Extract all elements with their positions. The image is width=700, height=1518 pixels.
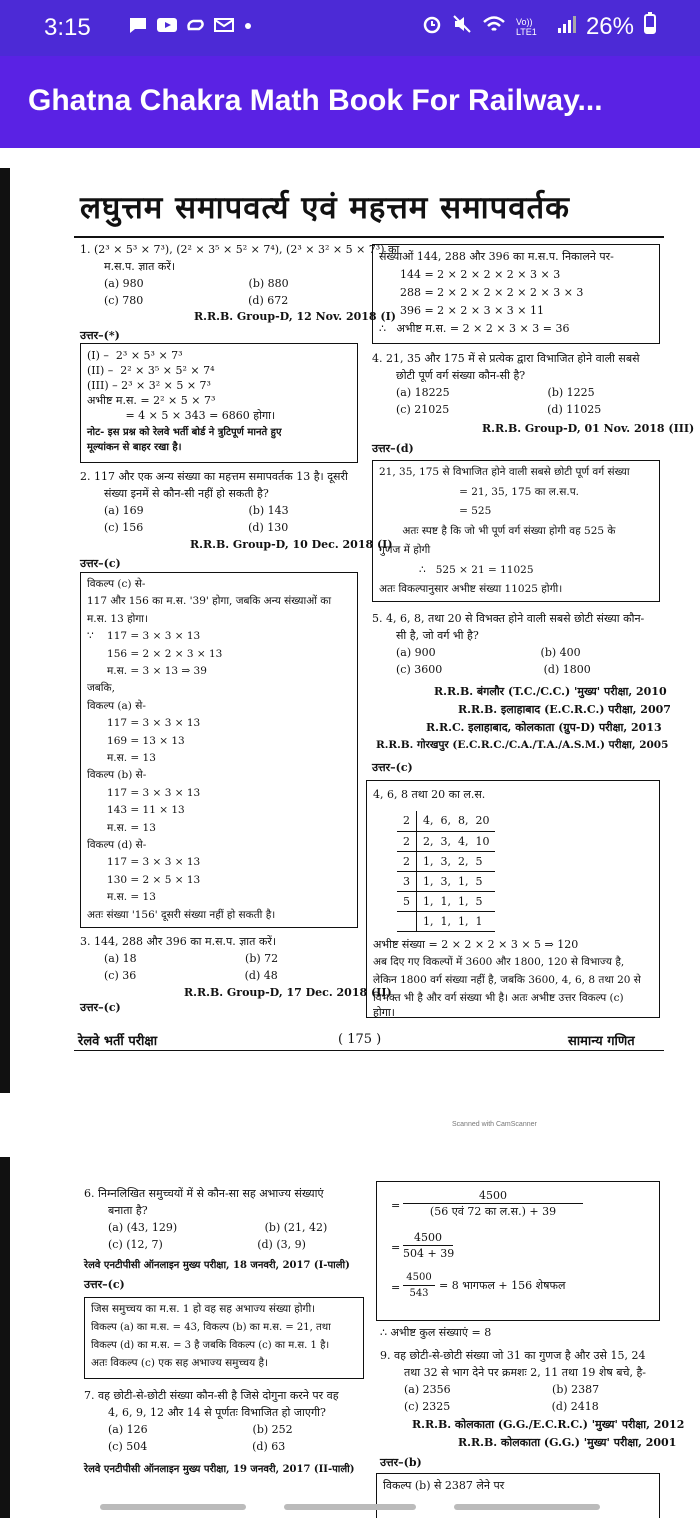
mail-icon [214,17,234,38]
solution-box-9: विकल्प (b) से 2387 लेने पर [376,1473,660,1518]
heading-rule [74,236,664,238]
signal-icon [556,13,576,41]
scanner-watermark: Scanned with CamScanner [452,1121,537,1128]
solution-line: 117 = 3 × 3 × 13 [87,717,201,730]
question-5-source-2: R.R.B. इलाहाबाद (E.C.R.C.) परीक्षा, 2007 [458,703,671,716]
dividend-cell: 4, 6, 8, 20 [417,811,496,831]
book-page[interactable] [0,148,700,1093]
dot-icon [242,19,254,37]
solution-box-2 [80,572,358,928]
question-6: 6. निम्नलिखित समुच्चयों में से कौन-सा सह अभाज्य संख्याएं बनाता है? (a) (43, 129) (b) (21, 42) (c) (12, 7) (d) (3, 9) [84,1187,328,1251]
youtube-icon [156,17,178,38]
lcm-division-table [397,811,495,932]
solution-line: गुणज में होगी [379,544,431,556]
solution-line: म.स. = 13 [87,891,156,904]
page-heading: लघुत्तम समापवर्त्य एवं महत्तम समापवर्तक [80,190,570,226]
question-1-answer: उत्तर–(*) [80,329,120,342]
solution-line: अतः विकल्पानुसार अभीष्ट संख्या 11025 होगी। [379,583,563,595]
page-edge-2 [0,1157,10,1518]
question-4-source: R.R.B. Group-D, 01 Nov. 2018 (III) [482,422,695,435]
solution-box-6: जिस समुच्चय का म.स. 1 हो वह सह अभाज्य संख्या होगी। विकल्प (a) का म.स. = 43, विकल्प (b) का म.स. = 21, तथा विकल्प (d) का म.स. = 3 है जबकि विकल्प (c) का म.स. 1 है। अतः विकल्प (c) एक सह अभाज्य समुच्चय है। [84,1297,364,1379]
network-label: Vo)) LTE1 [515,16,537,37]
dividend-cell: 2, 3, 4, 10 [417,831,496,851]
question-5-source-3: R.R.C. इलाहाबाद, कोलकाता (ग्रुप-D) परीक्षा, 2013 [426,721,662,734]
question-4: 4. 21, 35 और 175 में से प्रत्येक द्वारा विभाजित होने वाली सबसे छोटी पूर्ण वर्ग संख्या कौन-सी है? (a) 18225 (b) 1225 (c) 21025 (d) 11025 [372,352,640,416]
question-1: 1. (2³ × 5³ × 7³), (2² × 3⁵ × 5² × 7⁴), (2³ × 3² × 5 × 7³) का म.स.प. ज्ञात करें। (a) 980 (b) 880 (c) 780 (d) 672 [80,243,400,307]
solution-line: म.स. = 13 [87,752,156,764]
status-time: 3:15 [44,14,91,41]
question-5: 5. 4, 6, 8, तथा 20 से विभक्त होने वाली सबसे छोटी संख्या कौन- सी है, जो वर्ग भी है? (a) 900 (b) 400 (c) 3600 (d) 1800 [372,612,645,676]
divisor-cell: 2 [397,851,417,871]
divisor-cell: 5 [397,891,417,911]
lcm-row [397,831,495,851]
question-2-answer: उत्तर–(c) [80,557,121,570]
question-3: 3. 144, 288 और 396 का म.स.प. ज्ञात करें। (a) 18 (b) 72 (c) 36 (d) 48 [80,935,279,982]
solution-line: म.स. = 13 [87,821,156,834]
solution-box-1: (I) – 2³ × 5³ × 7³ (II) – 2² × 3⁵ × 5² × 7⁴ (III) – 2³ × 3² × 5 × 7³ अभीष्ट म.स. = 2² × 5 × 7³ = 4 × 5 × 343 = 6860 होगा। नोट- इस प्रश्न को रेलवे भर्ती बोर्ड ने त्रुटिपूर्ण मानते हुए मूल्यांकन से बाहर रखा है। [80,343,358,463]
question-5-source-1: R.R.B. बंगलौर (T.C./C.C.) 'मुख्य' परीक्षा, 2010 [434,685,667,698]
nav-handle-left[interactable] [100,1504,246,1510]
status-bar [0,0,700,56]
solution-line: म.स. = 3 × 13 ⇒ 39 [87,665,207,677]
wifi-icon [482,13,506,41]
battery-percent: 26% [585,12,634,40]
solution-line: विकल्प (b) से- [87,769,147,782]
question-9-answer: उत्तर–(b) [380,1456,422,1469]
solution-box-5: 4, 6, 8 तथा 20 का ल.स. 2 4, 6, 8, 20 2 2, 3, 4, 10 2 1, 3, 2, 5 3 1, 3, 1, 5 5 1, 1, 1, 5 1, 1, 1, 1 अभीष्ट संख्या = 2 × 2 × 2 × 3 × 5 ⇒ 120 अब दिए गए विकल्पों में 3600 और 1800, 120 से विभाज्य है, लेकिन 1800 वर्ग संख्या नहीं है, जबकि 3600, 4, 6, 8 तथा 20 से विभक्त भी है और वर्ग संख्या भी है। अतः अभीष्ट उत्तर विकल्प (c) होगा। [366,780,660,1018]
question-5-answer: उत्तर–(c) [372,761,413,774]
solution-line: 130 = 2 × 5 × 13 [87,873,201,886]
solution-line: 21, 35, 175 से विभाजित होने वाली सबसे छोटी पूर्ण वर्ग संख्या [379,466,630,478]
footer-right: सामान्य गणित [568,1034,635,1049]
page-number: ( 175 ) [338,1032,382,1047]
dividend-cell: 1, 3, 2, 5 [417,851,496,871]
solution-line: ∵ 117 = 3 × 3 × 13 [87,630,201,643]
solution-line: ∴ 525 × 21 = 11025 [379,563,534,576]
solution-line: 143 = 11 × 13 [87,804,185,817]
solution-box-3: संख्याओं 144, 288 और 396 का म.स.प. निकालने पर- 144 = 2 × 2 × 2 × 2 × 3 × 3 288 = 2 × 2 × 2 × 2 × 2 × 3 × 3 396 = 2 × 2 × 3 × 3 × 11 ∴ अभीष्ट म.स. = 2 × 2 × 3 × 3 = 36 [372,244,660,344]
question-3-answer: उत्तर–(c) [80,1001,121,1014]
page-edge [0,168,10,1093]
app-bar [0,56,700,148]
solution-line: जबकि, [87,682,115,695]
mute-icon [452,13,472,41]
footer-left: रेलवे भर्ती परीक्षा [78,1034,158,1049]
solution-line: 169 = 13 × 13 [87,734,185,747]
solution-line: विकल्प (d) से- [87,839,147,851]
solution-box-4 [372,460,660,602]
solution-line: 117 = 3 × 3 × 13 [87,786,201,799]
solution-line: 117 और 156 का म.स. '39' होगा, जबकि अन्य संख्याओं का [87,595,332,608]
lcm-row [397,891,495,911]
question-2-source: R.R.B. Group-D, 10 Dec. 2018 (I) [190,538,393,551]
nav-handle-right[interactable] [454,1504,600,1510]
question-9-source-2: R.R.B. कोलकाता (G.G.) 'मुख्य' परीक्षा, 2001 [458,1436,677,1449]
solution-box-8: = 4500 (56 एवं 72 का ल.स.) + 39 = 4500 504 + 39 = 4500 543 = 8 भागफल + 156 शेषफल [376,1181,660,1321]
divisor-cell: 3 [397,871,417,891]
question-6-source: रेलवे एनटीपीसी ऑनलाइन मुख्य परीक्षा, 18 जनवरी, 2017 (I-पाली) [84,1260,350,1271]
notification-icons [128,16,254,39]
system-icons [422,12,656,41]
link-icon [186,17,206,38]
app-title: Ghatna Chakra Math Book For Railway... [28,84,603,117]
book-page-2[interactable] [0,1093,700,1518]
nav-handle-center[interactable] [284,1504,416,1510]
question-5-source-4: R.R.B. गोरखपुर (E.C.R.C./C.A./T.A./A.S.M.) परीक्षा, 2005 [376,739,669,751]
question-3-source: R.R.B. Group-D, 17 Dec. 2018 (II) [184,986,392,999]
solution-line: = 525 [379,505,492,517]
battery-icon [644,12,656,41]
divisor-cell: 2 [397,831,417,851]
question-6-answer: उत्तर–(c) [84,1278,125,1291]
alarm-icon [422,13,442,41]
lcm-row [397,851,495,871]
question-4-answer: उत्तर–(d) [372,442,414,455]
dividend-cell: 1, 1, 1, 1 [417,911,496,931]
question-1-source: R.R.B. Group-D, 12 Nov. 2018 (I) [194,310,396,323]
solution-line: अतः संख्या '156' दूसरी संख्या नहीं हो सकती है। [87,908,276,921]
message-icon [128,16,148,39]
solution-line: 117 = 3 × 3 × 13 [87,856,201,869]
solution-line: = 21, 35, 175 का ल.स.प. [379,485,580,498]
lcm-row [397,911,495,931]
lcm-row [397,811,495,831]
question-9-source-1: R.R.B. कोलकाता (G.G./E.C.R.C.) 'मुख्य' परीक्षा, 2012 [412,1418,685,1431]
solution-line: म.स. 13 होगा। [87,612,148,625]
dividend-cell: 1, 3, 1, 5 [417,871,496,891]
solution-line: विकल्प (a) से- [87,699,146,712]
question-7: 7. वह छोटी-से-छोटी संख्या कौन-सी है जिसे दोगुना करने पर वह 4, 6, 9, 12 और 14 से पूर्णतः विभाजित हो जाएगी? (a) 126 (b) 252 (c) 504 (d) 63 [84,1389,339,1453]
lcm-row [397,871,495,891]
question-9: 9. वह छोटी-से-छोटी संख्या जो 31 का गुणज है और उसे 15, 24 तथा 32 से भाग देने पर क्रमशः 2, 11 तथा 19 शेष बचे, है- (a) 2356 (b) 2387 (c) 2325 (d) 2418 [380,1349,647,1413]
question-2: 2. 117 और एक अन्य संख्या का महत्तम समापवर्तक 13 है। दूसरी संख्या इनमें से कौन-सी नहीं हो सकती है? (a) 169 (b) 143 (c) 156 (d) 130 [80,470,348,534]
dividend-cell: 1, 1, 1, 5 [417,891,496,911]
divisor-cell [397,911,417,931]
divisor-cell: 2 [397,811,417,831]
solution-line: 156 = 2 × 2 × 3 × 13 [87,647,223,660]
footer-rule [74,1050,664,1051]
total-numbers: ∴ अभीष्ट कुल संख्याएं = 8 [380,1326,492,1339]
question-7-source: रेलवे एनटीपीसी ऑनलाइन मुख्य परीक्षा, 19 जनवरी, 2017 (II-पाली) [84,1464,355,1475]
solution-line: अतः स्पष्ट है कि जो भी पूर्ण वर्ग संख्या होगी वह 525 के [379,524,616,537]
solution-line: विकल्प (c) से- [87,578,146,590]
